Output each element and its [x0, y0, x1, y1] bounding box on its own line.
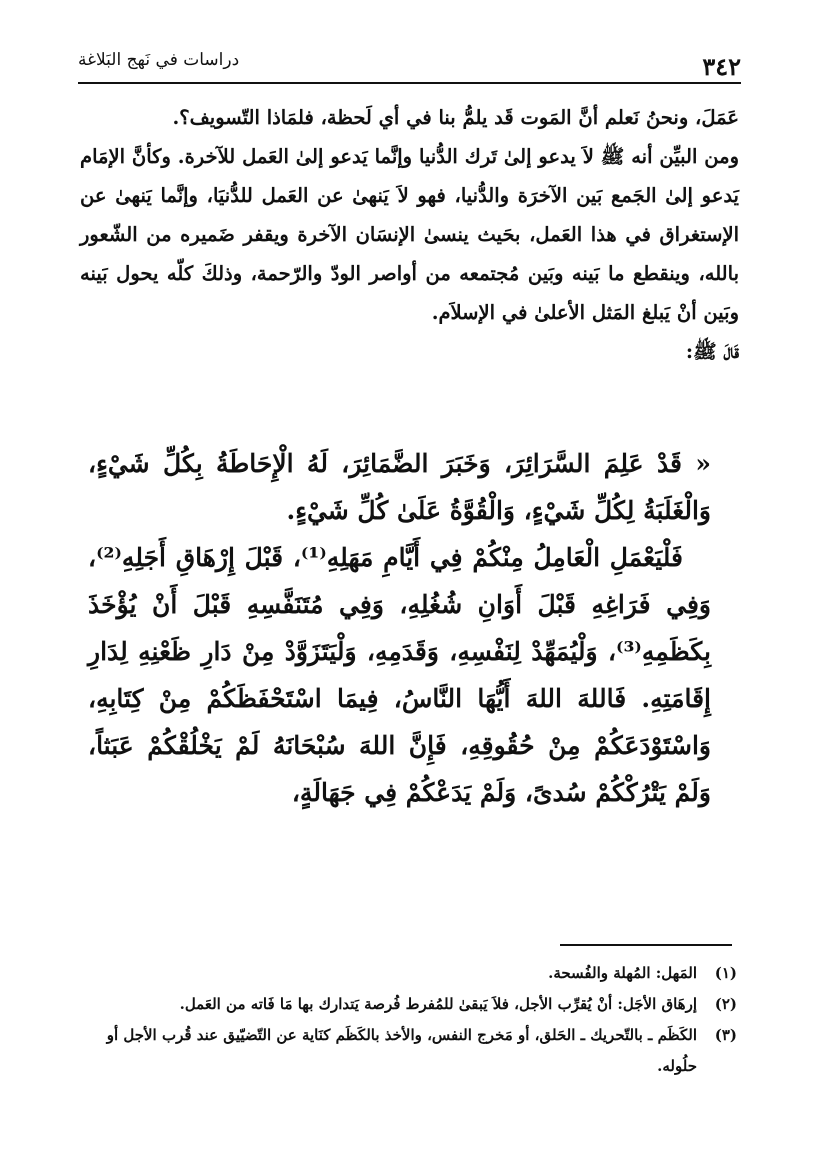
quote-paragraph: فَلْيَعْمَلِ الْعَامِلُ مِنْكُمْ فِي أَيَّامِ مَهَلِهِ⁽¹⁾، قَبْلَ إِرْهَاقِ أَجَلِهِ⁽²⁾، وَفِي فَرَاغِهِ قَبْلَ أَوَانِ شُغُلِهِ، وَفِي مُتَنَفَّسِهِ قَبْلَ أَنْ يُؤْخَذَ بِكَظَمِهِ⁽³⁾، وَلْيُمَهِّدْ لِنَفْسِهِ، وَقَدَمِهِ، وَلْيَتَزَوَّدْ مِنْ دَارِ ظَعْنِهِ لِدَارِ إِقَامَتِهِ. فَاللهَ اللهَ أَيُّهَا النَّاسُ، فِيمَا اسْتَحْفَظَكُمْ مِنْ كِتَابِهِ، وَاسْتَوْدَعَكُمْ مِنْ حُقُوقِهِ، فَإِنَّ اللهَ سُبْحَانَهُ لَمْ يَخْلُقْكُمْ عَبَثاً، وَلَمْ يَتْرُكْكُمْ سُدىً، وَلَمْ يَدَعْكُمْ فِي جَهَالَةٍ،	[88, 543, 711, 807]
footnotes	[86, 958, 737, 1082]
footnote-text: المَهل: المُهلة والفُسحة.	[548, 964, 697, 982]
footnote	[86, 958, 737, 989]
paragraph: عَمَلَ، ونحنُ نَعلم أنَّ المَوت قَد يلمُّ بنا في أي لَحظة، فلمَاذا التّسويف؟.	[172, 106, 739, 129]
running-title: دراسات في نَهج البَلاغة	[78, 50, 240, 70]
footnote-number: (١)	[714, 964, 737, 982]
quote-paragraph: « قَدْ عَلِمَ السَّرَائِرَ، وَخَبَرَ الضَّمَائِرَ، لَهُ الْإِحَاطَةُ بِكُلِّ شَيْءٍ، وَالْغَلَبَةُ لِكُلِّ شَيْءٍ، وَالْقُوَّةُ عَلَىٰ كُلِّ شَيْءٍ.	[88, 449, 711, 525]
footnote-number: (٣)	[714, 1026, 737, 1044]
footnote-text: إرهَاق الأجَل: أنْ يُقرِّب الأجل، فلاَ يَبقىٰ للمُفرط فُرصة يَتدارك بها مَا فَاته من العَمل.	[179, 995, 697, 1013]
body-text	[80, 98, 739, 371]
footnote	[86, 989, 737, 1020]
footnote-rule	[560, 944, 732, 946]
sermon-quote	[88, 440, 711, 816]
footnote-text: الكَظَم ـ بالتّحريك ـ الحَلق، أو مَخرج النفس، والأخذ بالكَظَم كنَاية عن التّضيّيق عند قُرب الأجل أو حلُوله.	[106, 1026, 697, 1075]
footnote-number: (٢)	[714, 995, 737, 1013]
quote-intro: قَالَ ﷺ:	[685, 340, 739, 363]
page-header	[78, 44, 741, 84]
footnote	[86, 1020, 737, 1082]
header-rule	[78, 82, 741, 84]
paragraph: ومن البيِّن أنه ﷺ لاَ يدعو إلىٰ تَرك الدُّنيا وإنَّما يَدعو إلىٰ العَمل للآخرة. وكأنَّ الإمَام يَدعو إلىٰ الجَمع بَين الآخرَة والدُّنيا، فهو لاَ يَنهىٰ عن العَمل للدُّنيَا، وإنَّما يَنهىٰ عن الإستغراق في هذا العَمل، بحَيث ينسىٰ الإنسَان الآخرة ويقفر ضَميره من الشّعور بالله، وينقطع ما بَينه وبَين مُجتمعه من أواصر الودّ والرّحمة، وذلكَ كلّه يحول بَينه وبَين أنْ يَبلغ المَثل الأعلىٰ في الإسلاَم.	[80, 145, 739, 324]
page-number: ٣٤٢	[702, 52, 741, 81]
